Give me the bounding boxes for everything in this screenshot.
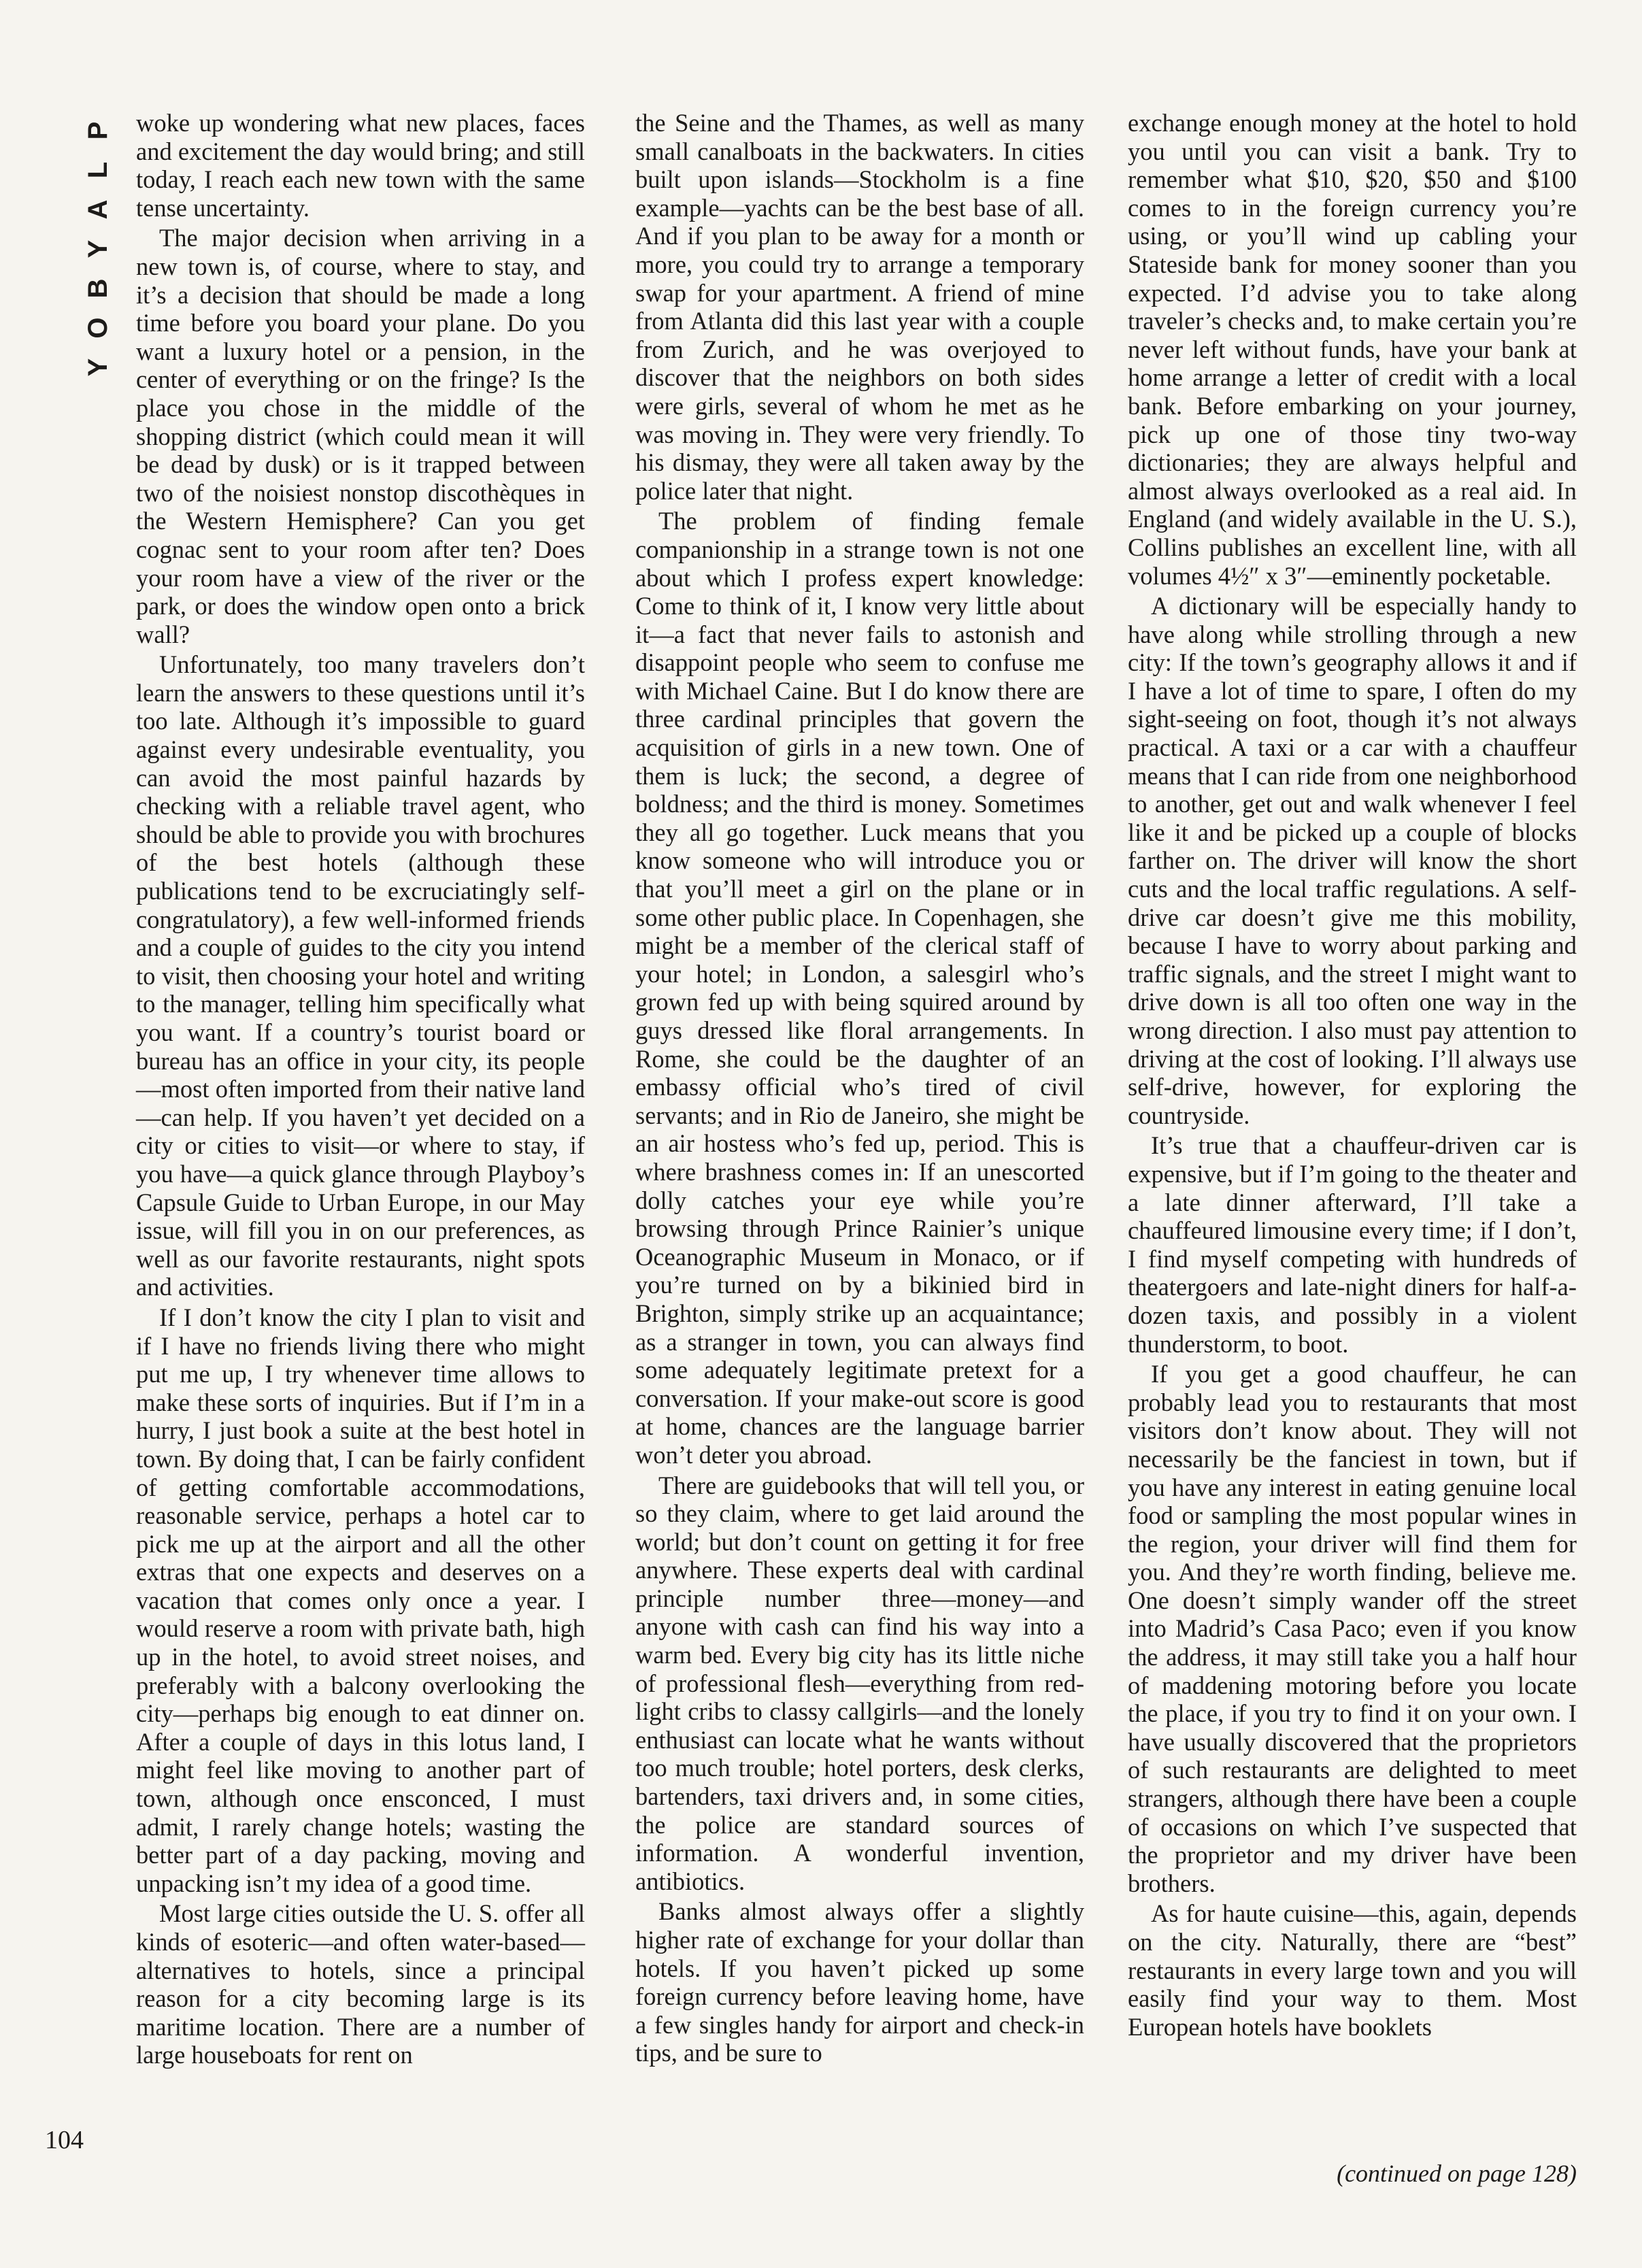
paragraph: The major decision when arriving in a new town is, of course, where to stay, and it’s a decision that should be made a long time before you board your plane. Do you want a luxury hotel or a pension, in the center of everything or on the fringe? Is the place you chose in the middle of the shopping district (which could mean it will be dead by dusk) or is it trapped between two of the noisiest nonstop discothèques in the Western Hemisphere? Can you get cognac sent to your room after ten? Does your room have a view of the river or the park, or does the window open onto a brick wall?	[136, 224, 585, 648]
paragraph: Unfortunately, too many travelers don’t learn the answers to these questions until it’s too late. Although it’s impossible to guard against every undesirable eventuality, you can avoid the most painful hazards by checking with a reliable travel agent, who should be able to provide you with brochures of the best hotels (although these publications tend to be excruciatingly self-congratulatory), a few well-informed friends and a couple of guides to the city you intend to visit, then choosing your hotel and writing to the manager, telling him specifically what you want. If a country’s tourist board or bureau has an office in your city, its people—most often imported from their native land—can help. If you haven’t yet decided on a city or cities to visit—or where to stay, if you have—a quick glance through Playboy’s Capsule Guide to Urban Europe, in our May issue, will fill you in on our preferences, as well as our favorite restaurants, night spots and activities.	[136, 650, 585, 1301]
article-column-1	[136, 109, 585, 2069]
paragraph: It’s true that a chauffeur-driven car is expensive, but if I’m going to the theater and a late dinner afterward, I’ll take a chauffeured limousine every time; if I don’t, I find myself competing with hundreds of theatergoers and late-night diners for half-a-dozen taxis, and possibly in a violent thunderstorm, to boot.	[1128, 1131, 1577, 1358]
paragraph: Most large cities outside the U. S. offer all kinds of esoteric—and often water-based—alternatives to hotels, since a principal reason for a city becoming large is its maritime location. There are a number of large houseboats for rent on	[136, 1899, 585, 2069]
paragraph: Banks almost always offer a slightly higher rate of exchange for your dollar than hotels. If you haven’t picked up some foreign currency before leaving home, have a few singles handy for airport and check-in tips, and be sure to	[635, 1897, 1084, 2067]
masthead-letter: Y	[83, 239, 113, 259]
article-column-2	[635, 109, 1084, 2067]
page-number: 104	[45, 2126, 84, 2154]
masthead-letter: B	[83, 278, 113, 299]
paragraph: exchange enough money at the hotel to hold you until you can visit a bank. Try to remember what $10, $20, $50 and $100 comes to in the foreign currency you’re using, or you’ll wind up cabling your Stateside bank for money sooner than you expected. I’d advise you to take along traveler’s checks and, to make certain you’re never left without funds, have your bank at home arrange a letter of credit with a local bank. Before embarking on your journey, pick up one of those tiny two-way dictionaries; they are always helpful and almost always overlooked as a real aid. In England (and widely available in the U. S.), Collins publishes an excellent line, with all volumes 4½″ x 3″—eminently pocketable.	[1128, 109, 1577, 590]
masthead-letter: L	[83, 161, 113, 179]
paragraph: the Seine and the Thames, as well as many small canalboats in the backwaters. In cities built upon islands—Stockholm is a fine example—yachts can be the best base of all. And if you plan to be away for a month or more, you could try to arrange a temporary swap for your apartment. A friend of mine from Atlanta did this last year with a couple from Zurich, and he was overjoyed to discover that the neighbors on both sides were girls, several of whom he met as he was moving in. They were very friendly. To his dismay, they were all taken away by the police later that night.	[635, 109, 1084, 505]
masthead-letter: A	[83, 199, 113, 220]
paragraph: As for haute cuisine—this, again, depends on the city. Naturally, there are “best” restaurants in every large town and you will easily find your way to them. Most European hotels have booklets	[1128, 1899, 1577, 2041]
paragraph: If I don’t know the city I plan to visit and if I have no friends living there who might put me up, I try whenever time allows to make these sorts of inquiries. But if I’m in a hurry, I just book a suite at the best hotel in town. By doing that, I can be fairly confident of getting comfortable accommodations, reasonable service, perhaps a hotel car to pick me up at the airport and all the other extras that one expects and deserves on a vacation that comes only once a year. I would reserve a room with private bath, high up in the hotel, to avoid street noises, and preferably with a balcony overlooking the city—perhaps big enough to eat dinner on. After a couple of days in this lotus land, I might feel like moving to another part of town, although once ensconced, I must admit, I rarely change hotels; wasting the better part of a day packing, moving and unpacking isn’t my idea of a good time.	[136, 1303, 585, 1897]
paragraph: The problem of finding female companionship in a strange town is not one about which I profess expert knowledge: Come to think of it, I know very little about it—a fact that never fails to astonish and disappoint people who seem to confuse me with Michael Caine. But I do know there are three cardinal principles that govern the acquisition of girls in a new town. One of them is luck; the second, a degree of boldness; and the third is money. Sometimes they all go together. Luck means that you know someone who will introduce you or that you’ll meet a girl on the plane or in some other public place. In Copenhagen, she might be a member of the clerical staff of your hotel; in London, a salesgirl who’s grown fed up with being squired around by guys dressed like floral arrangements. In Rome, she could be the daughter of an embassy official who’s tired of civil servants; and in Rio de Janeiro, she might be an air hostess who’s fed up, period. This is where brashness comes in: If an unescorted dolly catches your eye while you’re browsing through Prince Rainier’s unique Oceanographic Museum in Monaco, or if you’re turned on by a bikinied bird in Brighton, simply strike up an acquaintance; as a stranger in town, you can always find some adequately legitimate pretext for a conversation. If your make-out score is good at home, chances are the language barrier won’t deter you abroad.	[635, 507, 1084, 1469]
paragraph: woke up wondering what new places, faces and excitement the day would bring; and still today, I reach each new town with the same tense uncertainty.	[136, 109, 585, 222]
masthead-letter: Y	[83, 358, 113, 377]
paragraph: If you get a good chauffeur, he can probably lead you to restaurants that most visitors don’t know about. They will not necessarily be the fanciest in town, but if you have any interest in eating genuine local food or sampling the most popular wines in the region, your driver will find them for you. And they’re worth finding, believe me. One doesn’t simply wander off the street into Madrid’s Casa Paco; even if you know the address, it may still take you a half hour of maddening motoring before you locate the place, if you try to find it on your own. I have usually discovered that the proprietors of such restaurants are delighted to meet strangers, although there have been a couple of occasions on which I’ve suspected that the proprietor and my driver have been brothers.	[1128, 1360, 1577, 1897]
paragraph: A dictionary will be especially handy to have along while strolling through a new city: If the town’s geography allows it and if I have a lot of time to spare, I often do my sight-seeing on foot, though it’s not always practical. A taxi or a car with a chauffeur means that I can ride from one neighborhood to another, get out and walk whenever I feel like it and be picked up a couple of blocks farther on. The driver will know the short cuts and the local traffic regulations. A self-drive car doesn’t give me this mobility, because I have to worry about parking and traffic signals, and the street I might want to drive down is all too often one way in the wrong direction. I also must pay attention to driving at the cost of looking. I’ll always use self-drive, however, for exploring the countryside.	[1128, 592, 1577, 1129]
continued-note: (continued on page 128)	[1337, 2160, 1577, 2187]
magazine-masthead	[79, 114, 117, 384]
article-column-3	[1128, 109, 1577, 2041]
paragraph: There are guidebooks that will tell you, or so they claim, where to get laid around the world; but don’t count on getting it for free anywhere. These experts deal with cardinal principle number three—money—and anyone with cash can find his way into a warm bed. Every big city has its little niche of professional flesh—everything from red-light cribs to classy callgirls—and the lonely enthusiast can locate what he wants without too much trouble; hotel porters, desk clerks, bartenders, taxi drivers and, in some cities, the police are standard sources of information. A wonderful invention, antibiotics.	[635, 1471, 1084, 1895]
masthead-letter: P	[83, 121, 113, 140]
masthead-letter: O	[83, 317, 113, 339]
